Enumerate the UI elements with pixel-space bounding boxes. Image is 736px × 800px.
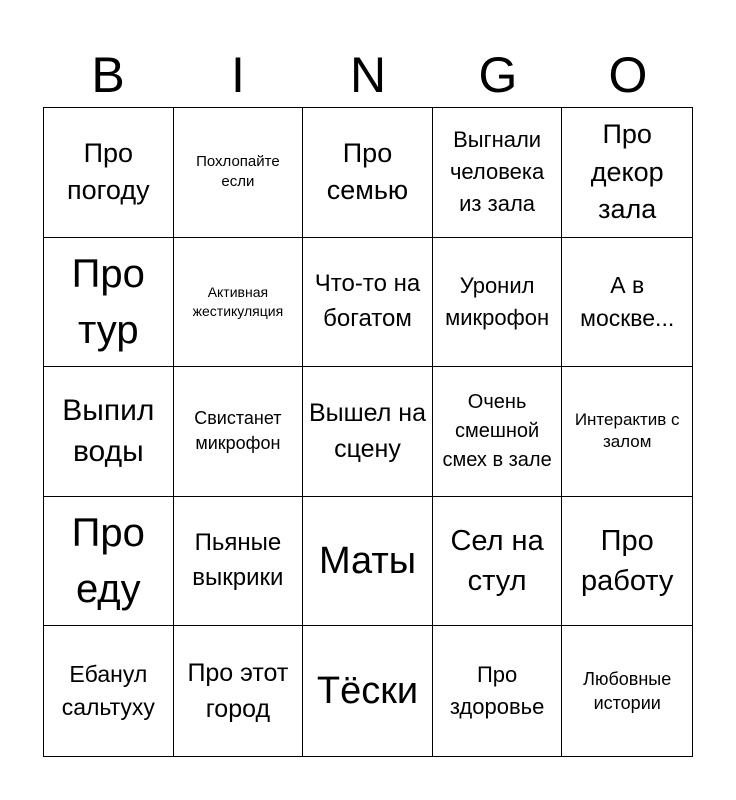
bingo-cell[interactable]: Любовные истории xyxy=(583,668,672,714)
header-letter-i: I xyxy=(231,47,245,103)
bingo-cell[interactable]: Маты xyxy=(303,497,433,627)
bingo-cell[interactable]: Активная жестикуляция xyxy=(174,238,304,368)
bingo-header xyxy=(43,40,693,110)
header-letter-b: B xyxy=(91,47,125,103)
bingo-cell[interactable]: Пьяные выкрики xyxy=(174,497,304,627)
bingo-cell[interactable]: Вышел на сцену xyxy=(303,367,433,497)
bingo-board xyxy=(43,107,693,757)
bingo-cell[interactable]: Ебанул сальтуху xyxy=(44,626,174,756)
bingo-cell[interactable]: Про семью xyxy=(303,108,433,238)
bingo-cell[interactable]: Похлопайте если xyxy=(174,108,304,238)
header-letter-g: G xyxy=(478,47,518,103)
bingo-cell[interactable]: А в москве... xyxy=(562,238,692,368)
bingo-cell[interactable]: Выпил воды xyxy=(44,367,174,497)
bingo-cell[interactable]: Про тур xyxy=(44,238,174,368)
bingo-cell[interactable]: Очень смешной смех в зале xyxy=(433,367,563,497)
bingo-cell[interactable]: Интерактив с залом xyxy=(562,367,692,497)
bingo-cell[interactable]: Уронил микрофон xyxy=(433,238,563,368)
bingo-cell[interactable]: Выгнали человека из зала xyxy=(433,108,563,238)
bingo-cell[interactable]: Про еду xyxy=(44,497,174,627)
bingo-cell[interactable]: Сел на стул xyxy=(433,497,563,627)
bingo-cell[interactable]: Про здоровье xyxy=(433,626,563,756)
bingo-cell[interactable]: Про декор зала xyxy=(562,108,692,238)
bingo-cell[interactable]: Свистанет микрофон xyxy=(174,367,304,497)
bingo-cell[interactable]: Тёски xyxy=(303,626,433,756)
bingo-cell[interactable]: Что-то на богатом xyxy=(303,238,433,368)
header-letter-o: O xyxy=(608,47,648,103)
bingo-cell[interactable]: Про этот город xyxy=(174,626,304,756)
header-letter-n: N xyxy=(349,47,387,103)
bingo-cell[interactable]: Про погоду xyxy=(44,108,174,238)
bingo-cell[interactable]: Про работу xyxy=(562,497,692,627)
